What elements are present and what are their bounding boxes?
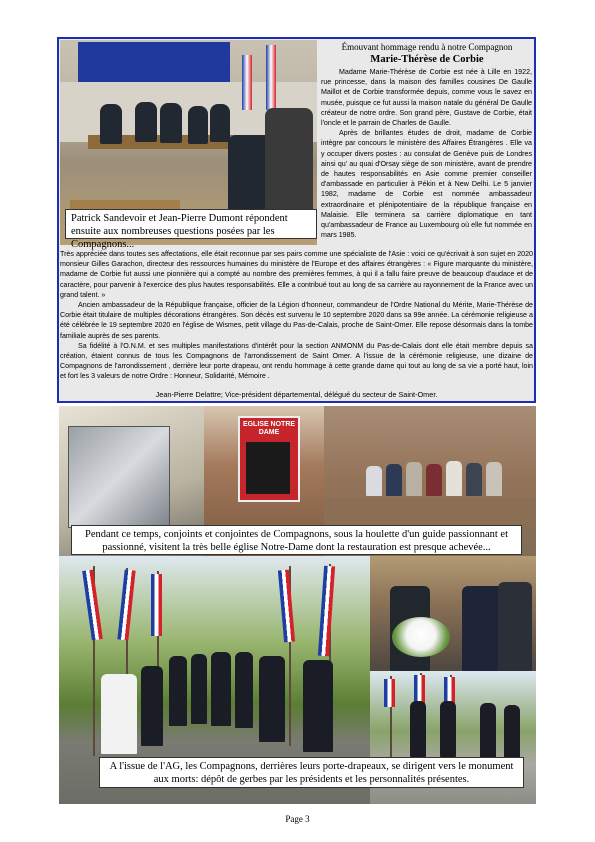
paragraph: Très appréciée dans toutes ses affectations, elle était reconnue par ses pairs comme une spécialiste de l'Asie : voici ce qu'écrivait à son sujet en 2020 monsieur Gilles Garachon, directeur des ressources humaines du ministère de l'Europe et des affaires étrangères : « Figure marquante du ministère, madame de Corbie fut aussi une pionnière qui a compté au nombre des premières femmes, à qui il a fallu faire preuve de beaucoup d'audace et de caractère, pour parvenir à l'exercice des plus hautes responsabilités. Elle a contribué tout au long de sa carrière au rayonnement de la France avec un grand talent. » xyxy=(60,250,533,299)
flag-icon xyxy=(278,570,295,643)
article-body xyxy=(60,249,533,382)
meeting-caption: Patrick Sandevoir et Jean-Pierre Dumont répondent ensuite aux nombreuses questions posées par les Compagnons... xyxy=(65,209,317,239)
banner-image xyxy=(78,42,230,82)
flag-icon xyxy=(266,45,276,110)
article-intro: Émouvant hommage rendu à notre Compagnon xyxy=(341,42,513,52)
article-signature: Jean-Pierre Delattre; Vice-président départemental, délégué du secteur de Saint-Omer. xyxy=(155,390,438,399)
flag-icon xyxy=(82,570,103,641)
paragraph: Madame Marie-Thérèse de Corbie est née à Lille en 1922, rue princesse, dans la maison des familles cousines De Gaulle Maillot et de Corbie transformée depuis, comme vous le savez en musée, puisque ce fut aussi la maison natale du général De Gaulle créateur de notre ordre. Son grand père, Gustave de Corbie, était l'oncle et le parrain de Charles de Gaulle. xyxy=(321,68,532,128)
article-right-column xyxy=(321,67,532,240)
flag-icon xyxy=(242,55,252,110)
flag-icon xyxy=(151,574,162,636)
monument-caption: A l'issue de l'AG, les Compagnons, derrières leurs porte-drapeaux, se dirigent vers le monument aux morts: dépôt de gerbes par les présidents et les personnalités présentes. xyxy=(99,757,524,788)
paragraph: Sa fidélité à l'O.N.M. et ses multiples manifestations d'intérêt pour la section ANMONM du Pas-de-Calais dont elle était membre depuis sa création, étaient connus de tous les Compagnons de l'arrondissement de Saint Omer. A l'issue de la cérémonie religieuse, une dizaine de Compagnons de l'arrondissement , derrière leur porte drapeau, ont rendu hommage à cette grande dame qui tout au long de sa vie a porté haut, loin et fort les 3 valeurs de notre Ordre : Honneur, Solidarité, Mémoire . xyxy=(60,341,533,381)
article-title: Marie-Thérèse de Corbie xyxy=(370,54,484,65)
paragraph: Après de brillantes études de droit, madame de Corbie intègre par concours le ministère des Affaires Étrangères . Elle va y occuper divers postes : au consulat de Genève puis de Londres ainsi qu' au quai d'Orsay siège de son ministère, avant de prendre de hautes responsabilités en Asie comme premier conseiller d'ambassade en particulier à Pékin et à New Delhi. Le 5 janvier 1982, madame de Corbie est nommée ambassadeur extraordinaire et plénipotentiaire de la république française en Malaisie. Elle terminera sa carrière diplomatique en tant qu'ambassadeur de France au Luxembourg où elle fut nommée en mars 1985. xyxy=(321,129,532,240)
flag-icon xyxy=(318,566,335,657)
church-plan-image xyxy=(68,426,170,528)
paragraph: Ancien ambassadeur de la République française, officier de la Légion d'honneur, commandeur de l'Ordre National du Mérite, Marie-Thérèse de Corbie était titulaire de multiples décorations étrangères. Son décès est survenu le 10 septembre 2020 dans sa 99e année. La cérémonie religieuse a été célébrée le 19 septembre 2020 en l'église de Wismes, petit village du Pas-de-Calais, proche de Saint-Omer. Elle repose désormais dans la tombe familiale auprès de ses parents. xyxy=(60,301,533,340)
church-sign xyxy=(238,416,300,502)
wreath-photo xyxy=(370,556,536,671)
church-caption: Pendant ce temps, conjoints et conjointes de Compagnons, sous la houlette d'un guide passionnant et passionné, visitent la très belle église Notre-Dame dont la restauration est presque achevée... xyxy=(71,525,522,555)
flag-icon xyxy=(117,570,135,641)
page-number: Page 3 xyxy=(285,814,310,824)
wreath-image xyxy=(392,617,450,657)
flag-icon xyxy=(384,679,395,707)
church-sign-text: EGLISE NOTRE DAME xyxy=(242,421,296,436)
